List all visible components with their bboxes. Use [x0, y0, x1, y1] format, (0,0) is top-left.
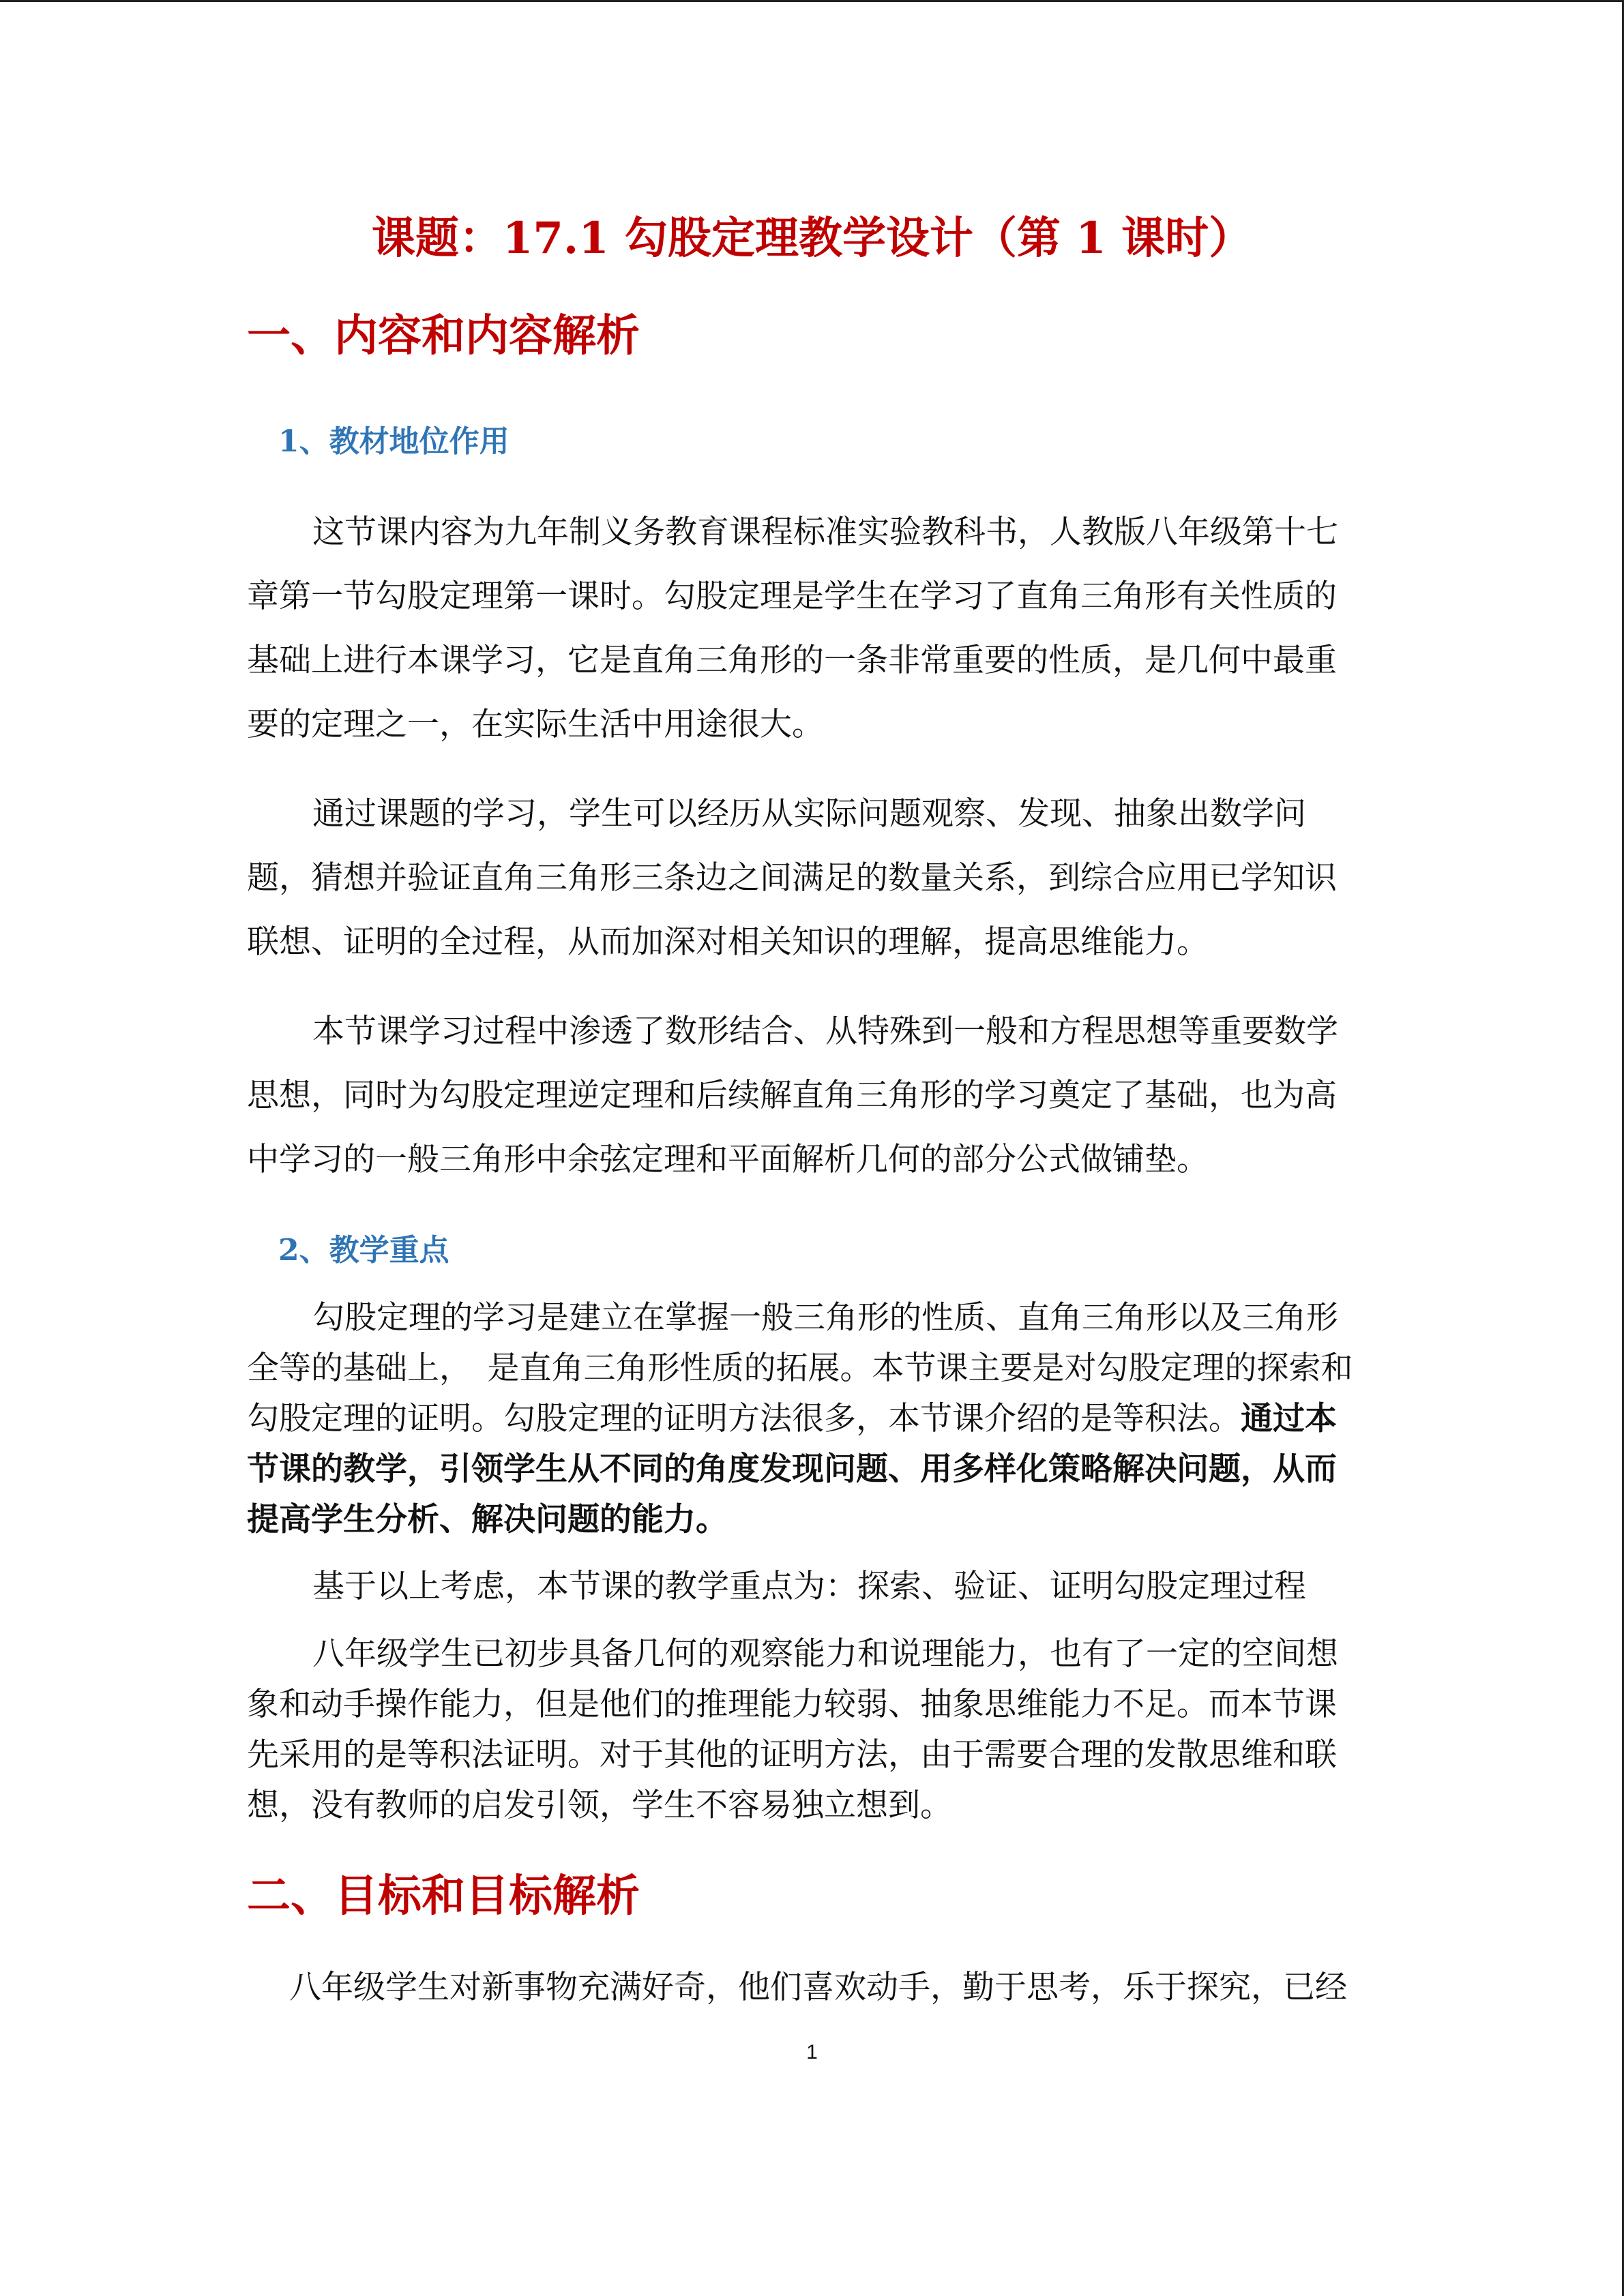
text-line: 本节课学习过程中渗透了数形结合、从特殊到一般和方程思想等重要数学 — [312, 1013, 1338, 1050]
text-line: 题，猜想并验证直角三角形三条边之间满足的数量关系，到综合应用已学知识 — [247, 859, 1337, 897]
text-line: 章第一节勾股定理第一课时。勾股定理是学生在学习了直角三角形有关性质的 — [247, 578, 1337, 615]
subsection-1-heading: 1、教材地位作用 — [278, 424, 510, 459]
page-number: 1 — [806, 2041, 818, 2063]
section-1-heading: 一、内容和内容解析 — [247, 310, 640, 361]
text-line: 勾股定理的学习是建立在掌握一般三角形的性质、直角三角形以及三角形 — [312, 1299, 1338, 1337]
text-line — [247, 1394, 1393, 1444]
text-line: 八年级学生对新事物充满好奇，他们喜欢动手，勤于思考，乐于探究，已经 — [289, 1969, 1347, 2006]
text-line: 这节课内容为九年制义务教育课程标准实验教科书，人教版八年级第十七 — [312, 513, 1338, 551]
document-title: 课题：17.1 勾股定理教学设计（第 1 课时） — [371, 213, 1253, 264]
text-line: 全等的基础上， 是直角三角形性质的拓展。本节课主要是对勾股定理的探索和 — [247, 1350, 1353, 1387]
page-border-top — [0, 0, 1624, 2]
text-line: 先采用的是等积法证明。对于其他的证明方法，由于需要合理的发散思维和联 — [247, 1736, 1337, 1774]
text-segment: 勾股定理的证明。勾股定理的证明方法很多，本节课介绍的是等积法。 — [247, 1400, 1241, 1437]
paragraph-teaching-focus — [247, 1293, 1393, 1545]
bold-text-segment: 通过本 — [1241, 1400, 1337, 1437]
bold-text-line: 提高学生分析、解决问题的能力。 — [247, 1501, 728, 1538]
bold-text-line: 节课的教学，引领学生从不同的角度发现问题、用多样化策略解决问题，从而 — [247, 1450, 1337, 1488]
text-line: 通过课题的学习，学生可以经历从实际问题观察、发现、抽象出数学问 — [312, 795, 1306, 833]
text-line: 象和动手操作能力，但是他们的推理能力较弱、抽象思维能力不足。而本节课 — [247, 1686, 1337, 1723]
paragraph-goals-intro — [289, 1963, 1435, 2013]
paragraph-textbook-role — [247, 501, 1393, 757]
subsection-2-heading: 2、教学重点 — [278, 1233, 449, 1268]
text-line: 想，没有教师的启发引领，学生不容易独立想到。 — [247, 1787, 952, 1824]
text-line: 八年级学生已初步具备几何的观察能力和说理能力，也有了一定的空间想 — [312, 1635, 1338, 1673]
text-line: 中学习的一般三角形中余弦定理和平面解析几何的部分公式做铺垫。 — [247, 1141, 1209, 1178]
paragraph-learning-process — [247, 782, 1393, 974]
text-line: 基础上进行本课学习，它是直角三角形的一条非常重要的性质，是几何中最重 — [247, 642, 1337, 679]
section-2-heading: 二、目标和目标解析 — [247, 1870, 640, 1922]
text-line: 要的定理之一，在实际生活中用途很大。 — [247, 706, 824, 743]
paragraph-math-ideas — [247, 1000, 1393, 1192]
text-line: 基于以上考虑，本节课的教学重点为：探索、验证、证明勾股定理过程 — [312, 1568, 1306, 1605]
text-line: 联想、证明的全过程，从而加深对相关知识的理解，提高思维能力。 — [247, 923, 1209, 961]
paragraph-student-analysis — [247, 1629, 1393, 1831]
text-line: 思想，同时为勾股定理逆定理和后续解直角三角形的学习奠定了基础，也为高 — [247, 1077, 1337, 1114]
paragraph-focus-summary — [247, 1562, 1393, 1612]
